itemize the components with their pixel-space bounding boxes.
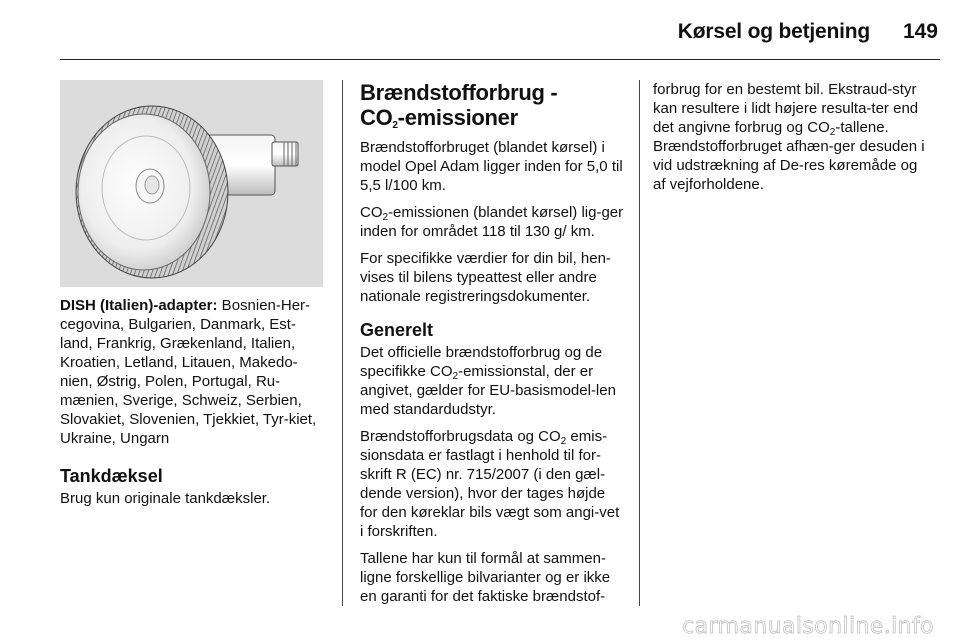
- data-paragraph: [360, 427, 626, 541]
- emission-text: -emissionen (blandet kørsel) lig-ger inden for området 118 til 130 g/ km.: [360, 204, 624, 240]
- comparison-paragraph: Tallene har kun til formål at sammen-ligne forskellige bilvarianter og er ikke en garanti for det faktiske brændstof-: [360, 550, 611, 605]
- section-heading-sub: 2: [392, 120, 398, 131]
- official-paragraph: [360, 343, 626, 419]
- adapter-drawing: [60, 80, 323, 287]
- consumption-paragraph: Brændstofforbruget (blandet kørsel) i model Opel Adam ligger inden for 5,0 til 5,5 l/100 km.: [360, 139, 623, 194]
- header-rule: [60, 59, 940, 60]
- tank-paragraph: Brug kun originale tankdæksler.: [60, 490, 271, 507]
- dish-label: DISH (Italien)-adapter:: [60, 297, 218, 314]
- watermark: carmanualsonline.info: [682, 614, 934, 639]
- section-heading-line1: Brændstofforbrug -: [360, 80, 558, 105]
- column-divider-1: [342, 80, 343, 606]
- column-divider-2: [639, 80, 640, 606]
- column-left: [60, 296, 326, 516]
- dish-countries: Bosnien-Her-cegovina, Bulgarien, Danmark, Est-land, Frankrig, Grækenland, Italien, Kroatien, Letland, Litauen, Makedo-nien, Østrig, Polen, Portugal, Ru-mænien, Sverige, Schweiz, Serbien, Slovakiet, Slovenien, Tjekkiet, Tyr-kiet, Ukraine, Ungarn: [60, 297, 317, 447]
- emission-co: CO: [360, 204, 383, 221]
- data-text-b: emis-sionsdata er fastlagt i henhold til for-skrift R (EC) nr. 715/2007 (i den gæl-dende version), hvor der tages højde for den køreklar bils vægt som angi-vet i forskriften.: [360, 428, 620, 540]
- continuation-paragraph: [653, 80, 929, 194]
- running-header: Kørsel og betjening: [677, 20, 870, 43]
- page-number: 149: [902, 20, 938, 43]
- emission-paragraph: [360, 203, 626, 241]
- general-heading: Generelt: [360, 320, 434, 340]
- continuation-text-a: forbrug for en bestemt bil. Ekstraud-styr kan resultere i lidt højere resulta-ter end det angivne forbrug og CO: [653, 81, 919, 136]
- dish-adapter-illustration: [60, 80, 323, 287]
- dish-paragraph: [60, 296, 326, 448]
- emission-sub: 2: [382, 212, 389, 223]
- column-middle: [360, 80, 626, 614]
- official-sub: 2: [452, 371, 459, 382]
- specific-values-paragraph: For specifikke værdier for din bil, hen-vises til bilens typeattest eller andre nationale registreringsdokumenter.: [360, 250, 611, 305]
- continuation-sub: 2: [829, 127, 836, 138]
- data-text-a: Brændstofforbrugsdata og CO: [360, 428, 561, 445]
- section-heading-rest: -emissioner: [397, 105, 518, 130]
- official-text-a: Det officielle brændstofforbrug og de specifikke CO: [360, 344, 603, 380]
- column-right: [653, 80, 929, 202]
- official-text-b: -emissionstal, der er angivet, gælder for EU-basismodel-len med standardudstyr.: [360, 363, 616, 418]
- data-sub: 2: [560, 436, 567, 447]
- tank-heading: Tankdæksel: [60, 466, 163, 486]
- section-heading: [360, 80, 626, 130]
- continuation-text-b: -tallene. Brændstofforbruget afhæn-ger desuden i vid udstrækning af De-res køremåde og af vejforholdene.: [653, 119, 925, 193]
- section-heading-co2: CO: [360, 105, 393, 130]
